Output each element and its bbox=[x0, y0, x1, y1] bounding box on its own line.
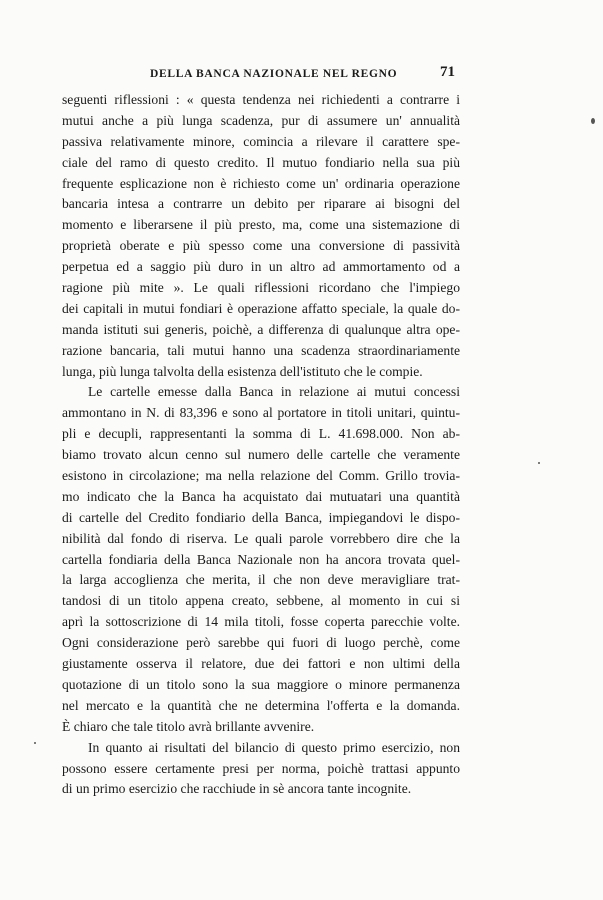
margin-speck bbox=[591, 118, 595, 124]
text-line: frequente esplicazione non è richiesto come un' ordinaria operazione bbox=[62, 175, 460, 191]
text-line: ammontano in N. di 83,396 e sono al portatore in titoli unitari, quintu- bbox=[62, 405, 460, 421]
paragraph bbox=[62, 90, 460, 382]
text-line: la larga accoglienza che merita, il che non deve meravigliare trat- bbox=[62, 572, 460, 588]
text-line: Le cartelle emesse dalla Banca in relazione ai mutui concessi bbox=[88, 384, 460, 400]
text-line: biamo trovato alcun cenno sul numero delle cartelle che veramente bbox=[62, 447, 460, 463]
text-line: bancaria intesa a contrarre un debito per riparare ai bisogni del bbox=[62, 196, 460, 212]
running-title: DELLA BANCA NAZIONALE NEL REGNO bbox=[150, 68, 398, 80]
text-line: Ogni considerazione però sarebbe qui fuori di luogo perchè, come bbox=[62, 635, 460, 651]
text-line: cartella fondiaria della Banca Nazionale non ha ancora trovata quel- bbox=[62, 551, 460, 567]
text-line: passiva relativamente minore, comincia a rilevare il carattere spe- bbox=[62, 133, 460, 149]
text-line: possono essere certamente presi per norma, poichè trattasi appunto bbox=[62, 760, 460, 776]
text-line: ragione più mite ». Le quali riflessioni ricordano che l'impiego bbox=[62, 280, 460, 296]
text-line: mutui anche a più lunga scadenza, pur di assumere un' annualità bbox=[62, 112, 460, 128]
text-line: proprietà oberate e più spesso come una conversione di passività bbox=[62, 238, 460, 254]
page-number: 71 bbox=[440, 64, 455, 80]
text-line: pli e decupli, rappresentanti la somma di L. 41.698.000. Non ab- bbox=[62, 426, 460, 442]
text-line: nibilità dal fondo di riserva. Le quali parole vorrebbero dire che la bbox=[62, 530, 460, 546]
text-line: giustamente osserva il relatore, due dei fattori e non ultimi della bbox=[62, 656, 460, 672]
text-line: tandosi di un titolo appena creato, sebbene, al momento in cui si bbox=[62, 593, 460, 609]
text-line: lunga, più lunga talvolta della esistenza dell'istituto che le compie. bbox=[62, 363, 423, 379]
text-line: di cartelle del Credito fondiario della Banca, impiegandovi le dispo- bbox=[62, 509, 460, 525]
body-text bbox=[62, 90, 460, 800]
page-header bbox=[50, 64, 455, 86]
text-line: mo indicato che la Banca ha acquistato dai mutuatari una quantità bbox=[62, 488, 460, 504]
paragraph bbox=[62, 382, 460, 737]
text-line: razione bancaria, tali mutui hanno una scadenza straordinariamente bbox=[62, 342, 460, 358]
text-line: manda istituti sui generis, poichè, a differenza di qualunque altra ope- bbox=[62, 321, 460, 337]
text-line: È chiaro che tale titolo avrà brillante avvenire. bbox=[62, 718, 315, 734]
text-line: di un primo esercizio che racchiude in sè ancora tante incognite. bbox=[62, 781, 412, 797]
text-line: dei capitali in mutui fondiari è operazione affatto speciale, la quale do- bbox=[62, 300, 460, 316]
text-line: aprì la sottoscrizione di 14 mila titoli, fosse coperta parecchie volte. bbox=[62, 614, 460, 630]
text-line: esistono in circolazione; ma nella relazione del Comm. Grillo trovia- bbox=[62, 468, 460, 484]
text-line: In quanto ai risultati del bilancio di questo primo esercizio, non bbox=[88, 739, 460, 755]
text-line: nel mercato e la quantità che ne determina l'offerta e la domanda. bbox=[62, 697, 460, 713]
margin-speck bbox=[538, 462, 540, 464]
text-line: seguenti riflessioni : « questa tendenza nei richiedenti a contrarre i bbox=[62, 92, 460, 107]
text-line: quotazione di un titolo sono la sua maggiore o minore permanenza bbox=[62, 676, 460, 692]
text-line: momento e liberarsene il più presto, ma, come una sistemazione di bbox=[62, 217, 460, 233]
margin-speck bbox=[34, 742, 36, 744]
text-line: perpetua ed a saggio più duro in un altro ad ammortamento od a bbox=[62, 259, 460, 275]
paragraph bbox=[62, 738, 460, 801]
text-line: ciale del ramo di questo credito. Il mutuo fondiario nella sua più bbox=[62, 154, 460, 170]
